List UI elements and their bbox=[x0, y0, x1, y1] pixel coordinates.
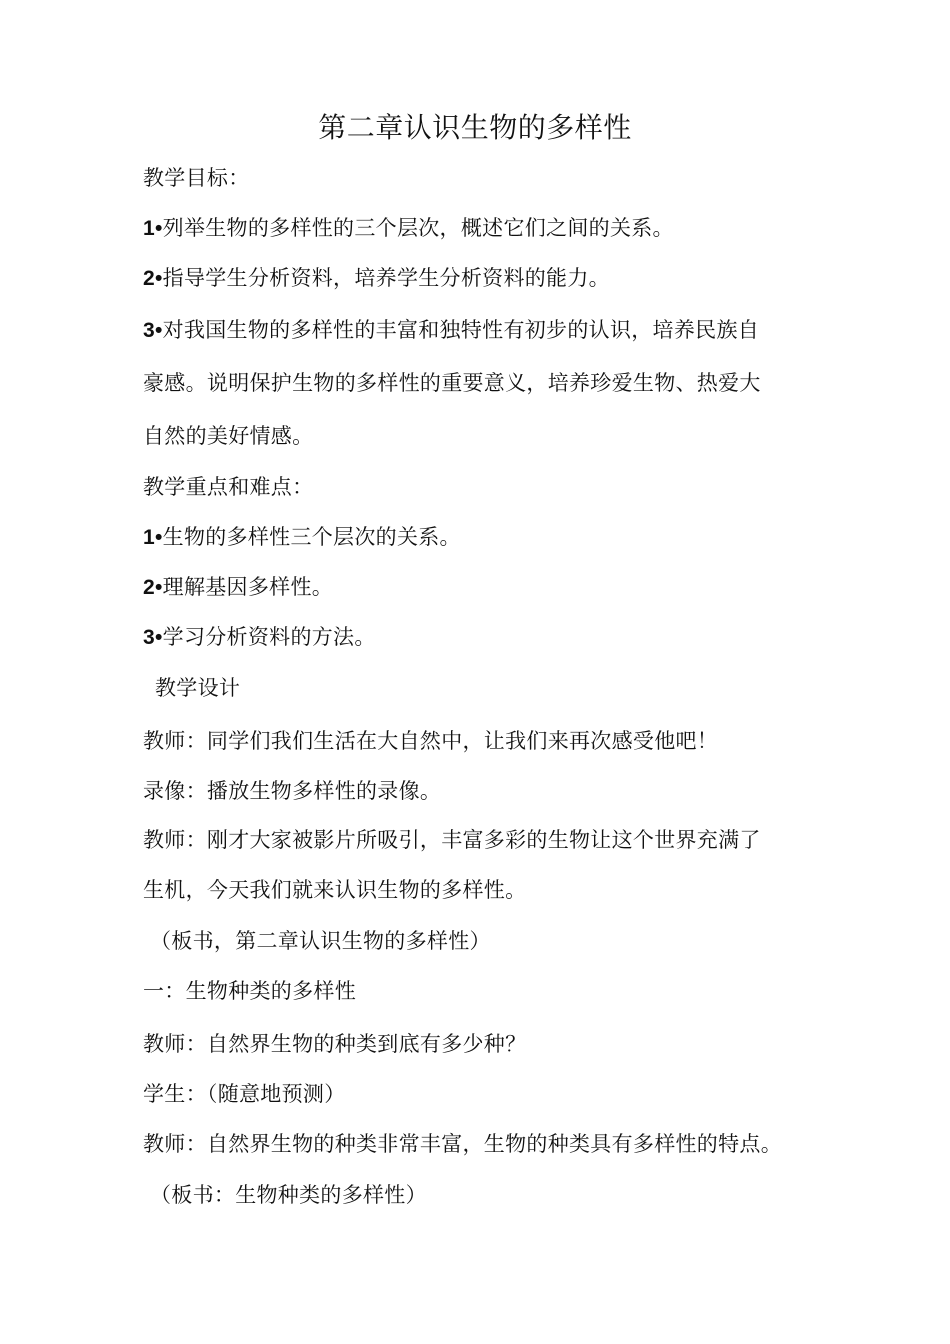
keypoint-number: 1• bbox=[143, 526, 163, 549]
keypoint-text: 理解基因多样性。 bbox=[162, 575, 334, 599]
body-line: 录像：播放生物多样性的录像。 bbox=[143, 779, 442, 803]
goal-text: 指导学生分析资料，培养学生分析资料的能力。 bbox=[162, 266, 610, 290]
goal-number: 2• bbox=[143, 267, 163, 290]
goal-item-3-continuation: 自然的美好情感。 bbox=[143, 424, 314, 448]
keypoint-number: 3• bbox=[143, 626, 163, 649]
goals-heading: 教学目标： bbox=[143, 166, 250, 190]
body-line: （板书：生物种类的多样性） bbox=[150, 1183, 427, 1207]
body-line: 教师：同学们我们生活在大自然中，让我们来再次感受他吧！ bbox=[143, 729, 719, 753]
goal-text: 列举生物的多样性的三个层次，概述它们之间的关系。 bbox=[162, 216, 674, 240]
keypoint-item-1 bbox=[143, 522, 461, 553]
goal-item-3 bbox=[143, 315, 759, 346]
goal-item-2 bbox=[143, 263, 610, 294]
design-heading: 教学设计 bbox=[155, 676, 241, 700]
body-line: 教师：自然界生物的种类到底有多少种？ bbox=[143, 1032, 527, 1056]
goal-number: 1• bbox=[143, 217, 163, 240]
body-line: 一：生物种类的多样性 bbox=[143, 979, 356, 1003]
body-line: 学生：（随意地预测） bbox=[143, 1082, 346, 1106]
goal-item-3-continuation: 豪感。说明保护生物的多样性的重要意义，培养珍爱生物、热爱大 bbox=[143, 371, 761, 395]
keypoint-text: 学习分析资料的方法。 bbox=[162, 625, 376, 649]
body-line: 生机，今天我们就来认识生物的多样性。 bbox=[143, 878, 527, 902]
goal-number: 3• bbox=[143, 319, 163, 342]
keypoint-item-3 bbox=[143, 622, 376, 653]
keypoint-number: 2• bbox=[143, 576, 163, 599]
goal-item-1 bbox=[143, 213, 674, 244]
body-line: 教师：刚才大家被影片所吸引，丰富多彩的生物让这个世界充满了 bbox=[143, 828, 761, 852]
goal-text: 对我国生物的多样性的丰富和独特性有初步的认识，培养民族自 bbox=[162, 318, 760, 342]
body-line: 教师：自然界生物的种类非常丰富，生物的种类具有多样性的特点。 bbox=[143, 1132, 782, 1156]
keypoints-heading: 教学重点和难点： bbox=[143, 475, 314, 499]
keypoint-item-2 bbox=[143, 572, 333, 603]
body-line: （板书，第二章认识生物的多样性） bbox=[150, 929, 491, 953]
document-title: 第二章认识生物的多样性 bbox=[318, 111, 632, 144]
keypoint-text: 生物的多样性三个层次的关系。 bbox=[162, 525, 461, 549]
